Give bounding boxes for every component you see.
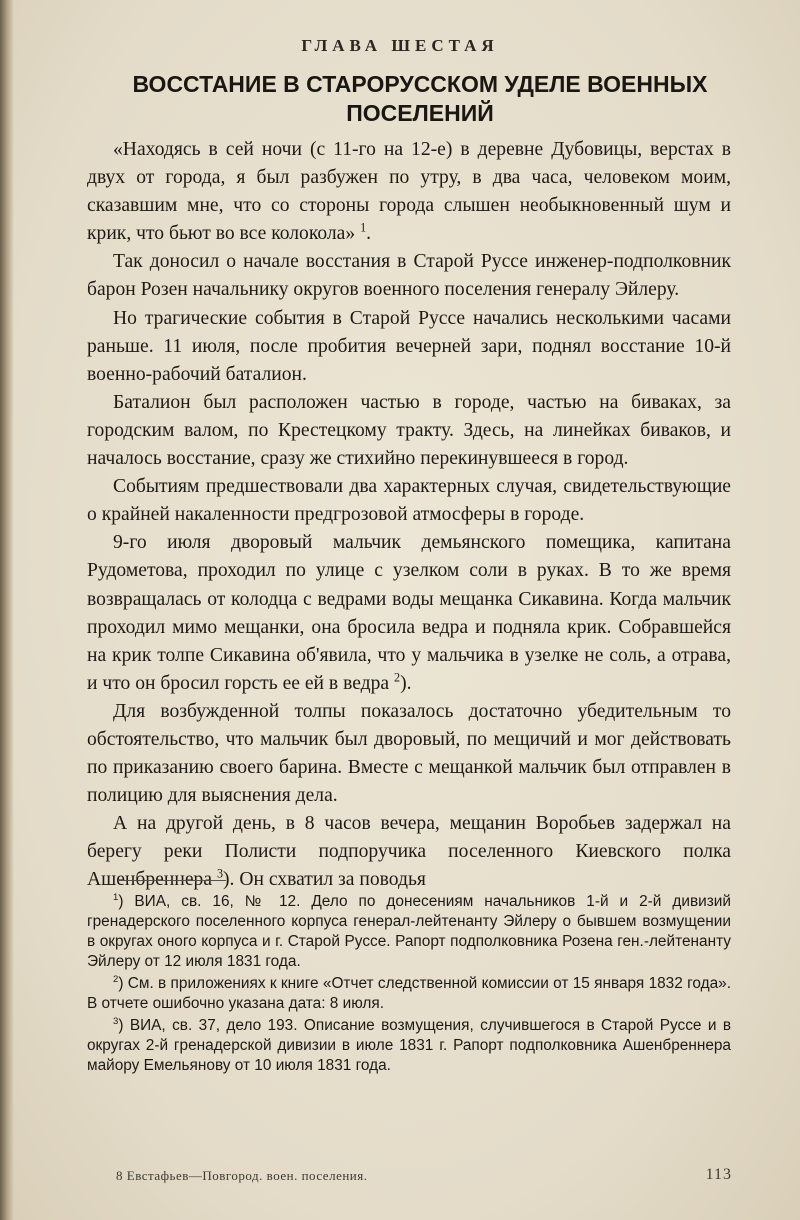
page-footer	[116, 1168, 732, 1184]
footnote-mark: 1	[113, 891, 119, 903]
footnote-text: ВИА, св. 16, № 12. Дело по донесениям начальников 1-й и 2-й дивизий гренадерского поселенного корпуса генерал-лейтенанту Эйлеру о бывшем возмущении в округах оного корпуса и г. Старой Руссе. Рапорт подполковника Розена ген.-лейтенанту Эйлеру от 12 июля 1831 года.	[87, 893, 731, 970]
paragraph-text: «Находясь в сей ночи (с 11-го на 12-е) в деревне Дубовицы, верстах в двух от города, я был разбужен по утру, в два часа, человеком моим, сказавшим мне, что со стороны города слышен необыкновенный шум и крик, что бьют во все колокола»	[87, 139, 731, 245]
chapter-title-line-1: ВОССТАНИЕ В СТАРОРУССКОМ УДЕЛЕ ВОЕННЫХ	[132, 71, 708, 97]
footnote-ref-tail: ). Он схватил за поводья	[223, 869, 426, 891]
page-binding-edge	[0, 0, 14, 1220]
footnote-ref: 3	[216, 866, 224, 881]
paragraph-text: Баталион был расположен частью в городе, частью на биваках, за городским валом, по Крестецкому тракту. Здесь, на линейках биваков, и началось восстание, сразу же стихийно перекинувшееся в город.	[87, 391, 731, 470]
paragraph-text: 9-го июля дворовый мальчик демьянского помещика, капитана Рудометова, проходил по улице с узелком соли в руках. В то же время возвращалась от колодца с ведрами воды мещанка Сикавина. Когда мальчик проходил мимо мещанки, она бросила ведра и подняла крик. Собравшейся на крик толпе Сикавина об'явила, что у мальчика в узелке не соль, а отрава, и что он бросил горсть ее ей в ведра	[87, 532, 731, 694]
paragraph	[87, 136, 731, 248]
paragraph	[87, 473, 731, 529]
paragraph	[87, 389, 731, 473]
chapter-title	[120, 70, 720, 128]
page-number: 113	[705, 1166, 732, 1183]
footnote-ref: 2	[394, 670, 401, 685]
paragraph-text: Так доносил о начале восстания в Старой Руссе инженер-подполковник барон Розен начальнику округов военного поселения генералу Эйлеру.	[87, 251, 731, 301]
main-text	[87, 136, 731, 895]
footnote-divider	[118, 880, 226, 881]
chapter-heading: ГЛАВА ШЕСТАЯ	[301, 36, 499, 55]
paragraph-text: А на другой день, в 8 часов вечера, мещанин Воробьев задержал на берегу реки Полисти подпоручика поселенного Киевского полка Ашенбреннера	[87, 813, 731, 891]
footnote: $^3$) ВИА, св. 37, дело 193. Описание возмущения, случившегося в Старой Руссе и в округах 2-й гренадерской дивизии в июле 1831 г. Рапорт подполковника Ашенбреннера майору Емельянову от 10 июля 1831 года.	[87, 1015, 732, 1074]
footnote-text: См. в приложениях к книге «Отчет следственной комиссии от 15 января 1832 года». В отчете ошибочно указана дата: 8 июля.	[87, 975, 731, 1012]
paragraph-text: Но трагические события в Старой Руссе начались несколькими часами раньше. 11 июля, после пробития вечерней зари, поднял восстание 10-й военно-рабочий баталион.	[87, 307, 731, 385]
footnote: $^1$) ВИА, св. 16, № 12. Дело по донесениям начальников 1-й и 2-й дивизий гренадерского поселенного корпуса генерал-лейтенанту Эйлеру о бывшем возмущении в округах оного корпуса и г. Старой Руссе. Рапорт подполковника Розена ген.-лейтенанту Эйлеру от 12 июля 1831 года.	[87, 891, 731, 970]
footnote-ref-tail: .	[366, 223, 372, 245]
footnotes	[87, 892, 731, 1078]
paragraph-text: Для возбужденной толпы показалось достаточно убедительным то обстоятельство, что мальчик был дворовый, по мещичий и мог действовать по приказанию своего барина. Вместе с мещанкой мальчик был отправлен в полицию для выяснения дела.	[87, 700, 731, 807]
paragraph	[87, 529, 731, 698]
paragraph	[87, 698, 731, 810]
paragraph	[87, 248, 731, 304]
paragraph-text: Событиям предшествовали два характерных случая, свидетельствующие о крайней накаленности предгрозовой атмосферы в городе.	[87, 476, 731, 526]
footnote-mark: 2	[113, 973, 119, 985]
printer-signature: 8 Евстафьев—Повгород. воен. поселения.	[116, 1168, 368, 1183]
footnote-mark: 3	[113, 1015, 119, 1027]
footnote-ref-tail: ).	[400, 672, 412, 694]
footnote-text: ВИА, св. 37, дело 193. Описание возмущения, случившегося в Старой Руссе и в округах 2-й гренадерской дивизии в июле 1831 г. Рапорт подполковника Ашенбреннера майору Емельянову от 10 июля 1831 года.	[87, 1017, 732, 1074]
footnote-ref: 1	[360, 220, 367, 235]
chapter-title-line-2: ПОСЕЛЕНИЙ	[346, 100, 494, 126]
footnote: $^2$) См. в приложениях к книге «Отчет следственной комиссии от 15 января 1832 года». В отчете ошибочно указана дата: 8 июля.	[87, 973, 731, 1012]
paragraph	[87, 305, 731, 389]
paragraph	[87, 810, 731, 894]
